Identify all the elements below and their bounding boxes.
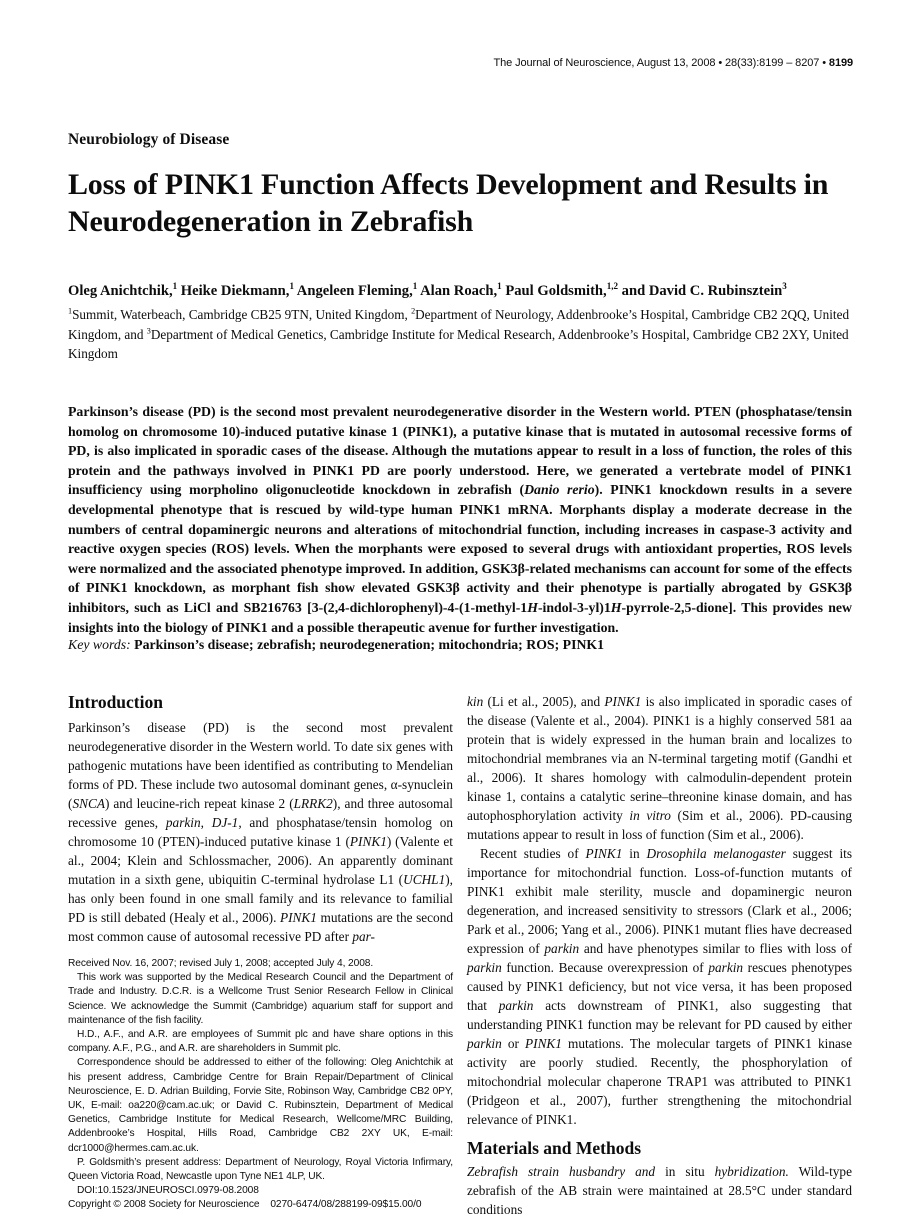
footnote-received: Received Nov. 16, 2007; revised July 1, 2008; accepted July 4, 2008. bbox=[68, 958, 374, 969]
footnote-present-address: P. Goldsmith’s present address: Department of Neurology, Royal Victoria Infirmary, Queen Victoria Road, Newcastle upon Tyne NE1 4LP, UK. bbox=[68, 1156, 453, 1183]
introduction-heading: Introduction bbox=[68, 692, 163, 712]
right-column bbox=[467, 692, 852, 1218]
abstract-paragraph: Parkinson’s disease (PD) is the second most prevalent neurodegenerative disorder in the Western world. PTEN (phosphatase/tensin homolog on chromosome 10)-induced putative kinase 1 (PINK1), a putative kinase that is mutated in autosomal recessive forms of PD, is also implicated in sporadic cases of the disease. Although the mutations appear to result in a loss of function, the roles of this protein and the pathways involved in PINK1 PD are poorly understood. Here, we generated a vertebrate model of PINK1 insufficiency using morpholino oligonucleotide knockdown in zebrafish (Danio rerio). PINK1 knockdown results in a severe developmental phenotype that is rescued by wild-type human PINK1 mRNA. Morphants display a moderate decrease in the numbers of central dopaminergic neurons and alterations of mitochondrial function, including increases in caspase-3 activity and reactive oxygen species (ROS) levels. When the morphants were exposed to several drugs with antioxidant properties, ROS levels were normalized and the associated phenotype improved. In addition, GSK3β-related mechanisms can account for some of the effects of PINK1 knockdown, as morphant fish show elevated GSK3β activity and their phenotype is partially abrogated by GSK3β inhibitors, such as LiCl and SB216763 [3-(2,4-dichlorophenyl)-4-(1-methyl-1H-indol-3-yl)1H-pyrrole-2,5-dione]. This provides new insights into the biology of PINK1 and a possible therapeutic avenue for further investigation. bbox=[68, 404, 853, 635]
intro-paragraph-1-continued: kin (Li et al., 2005), and PINK1 is also implicated in sporadic cases of the disease (Valente et al., 2004). PINK1 is a highly conserved 581 aa protein that is widely expressed in the human brain and localizes to mitochondrial membranes via an N-terminal targeting motif (Gandhi et al., 2006). It shares homology with calmodulin-dependent protein kinase 1, contains a catalytic serine–threonine kinase domain, and has autophosphorylation activity in vitro (Sim et al., 2006). PD-causing mutations appear to result in loss of function (Sim et al., 2006). bbox=[467, 694, 853, 842]
affiliations: $^1$Summit, Waterbeach, Cambridge CB25 9TN, United Kingdom, $^2$Department of Neurology, Addenbrooke’s Hospital, Cambridge CB2 2QQ, United Kingdom, and $^3$Department of Medical Genetics, Cambridge Institute for Medical Research, Addenbrooke’s Hospital, Cambridge CB2 2XY, United Kingdom bbox=[68, 306, 850, 361]
article-title: Loss of PINK1 Function Affects Development and Results in Neurodegeneration in Zebrafish bbox=[68, 168, 829, 238]
methods-heading: Materials and Methods bbox=[467, 1138, 642, 1158]
keywords-line: Key words: Parkinson’s disease; zebrafish; neurodegeneration; mitochondria; ROS; PINK1 bbox=[68, 637, 605, 652]
intro-paragraph-2: Recent studies of PINK1 in Drosophila melanogaster suggest its importance for mitochondrial function. Loss-of-function mutants of PINK1 exhibit male sterility, muscle and dopaminergic neuron degeneration, and increased sensitivity to stressors (Clark et al., 2006; Park et al., 2006; Yang et al., 2006). PINK1 mutant flies have decreased expression of parkin and have phenotypes similar to flies with loss of parkin function. Because overexpression of parkin rescues phenotypes caused by PINK1 deficiency, but not vice versa, it has been proposed that parkin acts downstream of PINK1, also suggesting that understanding PINK1 function may be relevant for PD caused by either parkin or PINK1 mutations. The molecular targets of PINK1 kinase activity are poorly studied. Recently, the phosphorylation of mitochondrial molecular chaperone TRAP1 was attributed to PINK1 (Pridgeon et al., 2007), further strengthening the mitochondrial relevance of PINK1. bbox=[467, 846, 853, 1127]
methods-paragraph: Zebrafish strain husbandry and in situ hybridization. Wild-type zebrafish of the AB strain were maintained at 28.5°C under standard conditions bbox=[467, 1164, 852, 1217]
footnote-disclosure: H.D., A.F., and A.R. are employees of Summit plc and have share options in this company. A.F., P.G., and A.R. are shareholders in Summit plc. bbox=[68, 1029, 453, 1055]
footnote-support: This work was supported by the Medical Research Council and the Department of Trade and Industry. D.C.R. is a Wellcome Trust Senior Research Fellow in Clinical Science. We acknowledge the Summit (Cambridge) aquarium staff for support and maintenance of the fish facility. bbox=[68, 972, 453, 1026]
footnote-doi: DOI:10.1523/JNEUROSCI.0979-08.2008 bbox=[77, 1185, 259, 1197]
authors-line: Oleg Anichtchik,$^1$ Heike Diekmann,$^1$ Angeleen Fleming,$^1$ Alan Roach,$^1$ Paul Goldsmith,$^{1,2}$ and David C. Rubinsztein$^3$ bbox=[68, 281, 787, 299]
body-columns bbox=[68, 692, 852, 1218]
left-column bbox=[68, 692, 453, 1218]
footnote-copyright: Copyright © 2008 Society for Neuroscience 0270-6474/08/288199-09$15.00/0 bbox=[68, 1199, 422, 1211]
intro-paragraph-1: Parkinson’s disease (PD) is the second most prevalent neurodegenerative disorder in the Western world. To date six genes with pathogenic mutations have been identified as contributing to Mendelian forms of PD. These include two autosomal dominant genes, α-synuclein (SNCA) and leucine-rich repeat kinase 2 (LRRK2), and three autosomal recessive genes, parkin, DJ-1, and phosphatase/tensin homolog on chromosome 10 (PTEN)-induced putative kinase 1 (PINK1) (Valente et al., 2004; Klein and Schlossmacher, 2006). An apparently dominant mutation in a sixth gene, ubiquitin C-terminal hydrolase L1 (UCHL1), has only been found in one small family and its relevance to familial PD is still debated (Healy et al., 2006). PINK1 mutations are the second most common cause of autosomal recessive PD after par- bbox=[68, 720, 453, 944]
footnotes-block bbox=[68, 957, 453, 1213]
footnote-correspondence: Correspondence should be addressed to either of the following: Oleg Anichtchik at his present address, Cambridge Centre for Brain Repair/Department of Clinical Neuroscience, E. D. Adrian Building, Forvie Site, Robinson Way, Cambridge CB2 0PY, UK, E-mail: oa220@cam.ac.uk; or David C. Rubinsztein, Department of Medical Genetics, Cambridge Institute for Medical Research, Wellcome/MRC Building, Addenbrooke’s Hospital, Hills Road, Cambridge CB2 2XY UK, E-mail: dcr1000@hermes.cam.ac.uk. bbox=[68, 1057, 453, 1154]
running-head: The Journal of Neuroscience, August 13, 2008 • 28(33):8199 – 8207 • 8199 bbox=[493, 57, 853, 69]
section-label: Neurobiology of Disease bbox=[68, 131, 230, 148]
